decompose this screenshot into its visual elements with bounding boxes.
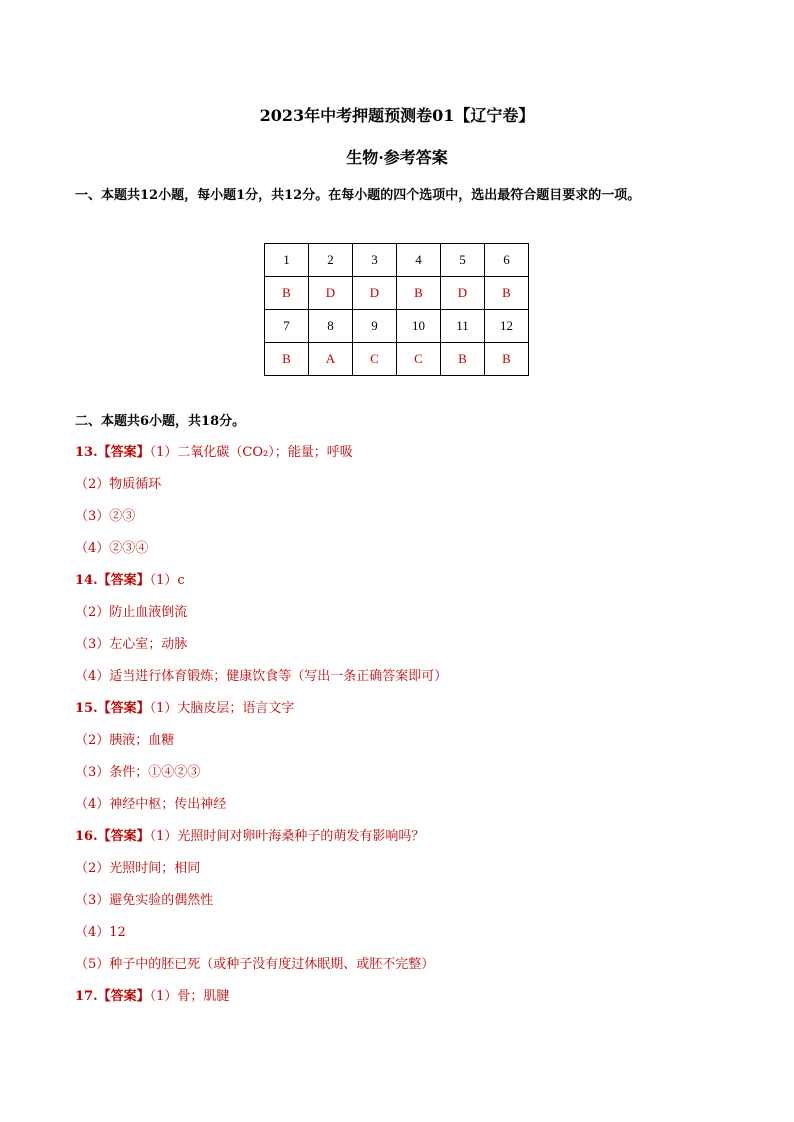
- answer-cell: A: [309, 343, 353, 376]
- answer-line: [75, 442, 735, 474]
- question-number-cell: 3: [353, 244, 397, 277]
- answer-line: [75, 570, 735, 602]
- answer-text: （2）胰液；血糖: [75, 733, 175, 748]
- answer-line: [75, 506, 735, 538]
- answer-cell: C: [353, 343, 397, 376]
- multiple-choice-answer-table: [264, 243, 529, 376]
- answer-line: [75, 474, 735, 506]
- question-number-row: [265, 244, 529, 277]
- answer-cell: B: [397, 277, 441, 310]
- question-number: 17.: [75, 989, 98, 1004]
- answer-line: [75, 922, 735, 954]
- answer-text: （2）光照时间；相同: [75, 861, 201, 876]
- answer-row: [265, 277, 529, 310]
- question-number-cell: 8: [309, 310, 353, 343]
- answer-text: （1）大脑皮层；语言文字: [149, 701, 295, 716]
- answer-line: [75, 666, 735, 698]
- question-number-cell: 2: [309, 244, 353, 277]
- answer-text: （5）种子中的胚已死（或种子没有度过休眠期、或胚不完整）: [75, 957, 435, 972]
- answer-cell: D: [441, 277, 485, 310]
- answer-text: （4）适当进行体育锻炼；健康饮食等（写出一条正确答案即可）: [75, 669, 448, 684]
- page-title: 2023年中考押题预测卷01【辽宁卷】: [259, 106, 535, 125]
- answer-text: （4）神经中枢；传出神经: [75, 797, 227, 812]
- question-number-cell: 10: [397, 310, 441, 343]
- question-number-cell: 1: [265, 244, 309, 277]
- answer-line: [75, 730, 735, 762]
- answer-line: [75, 986, 735, 1018]
- answer-text: （4）12: [75, 925, 126, 940]
- answer-text: （2）防止血液倒流: [75, 605, 188, 620]
- answer-tag: 【答案】: [97, 445, 150, 460]
- answer-tag: 【答案】: [97, 989, 150, 1004]
- question-number: 14.: [75, 573, 98, 588]
- answer-text: （2）物质循环: [75, 477, 162, 492]
- answer-cell: D: [353, 277, 397, 310]
- section-two-heading: 二、本题共6小题，共18分。: [75, 414, 246, 429]
- answer-line: [75, 794, 735, 826]
- answer-text: （3）②③: [75, 509, 136, 524]
- question-number: 15.: [75, 701, 98, 716]
- question-number: 16.: [75, 829, 98, 844]
- short-answer-list: [75, 442, 735, 1018]
- question-number-cell: 11: [441, 310, 485, 343]
- question-number-cell: 9: [353, 310, 397, 343]
- answer-text: （3）避免实验的偶然性: [75, 893, 214, 908]
- answer-line: [75, 698, 735, 730]
- answer-line: [75, 538, 735, 570]
- answer-text: （4）②③④: [75, 541, 149, 556]
- answer-text: （1）二氧化碳（CO₂）；能量；呼吸: [149, 445, 353, 460]
- question-number-row: [265, 310, 529, 343]
- answer-line: [75, 858, 735, 890]
- answer-line: [75, 762, 735, 794]
- question-number: 13.: [75, 445, 98, 460]
- answer-tag: 【答案】: [97, 701, 150, 716]
- answer-line: [75, 826, 735, 858]
- question-number-cell: 5: [441, 244, 485, 277]
- answer-tag: 【答案】: [97, 573, 150, 588]
- answer-row: [265, 343, 529, 376]
- question-number-cell: 4: [397, 244, 441, 277]
- answer-line: [75, 602, 735, 634]
- answer-line: [75, 954, 735, 986]
- answer-cell: B: [485, 343, 529, 376]
- answer-line: [75, 634, 735, 666]
- answer-cell: B: [441, 343, 485, 376]
- answer-text: （1）c: [149, 573, 185, 588]
- answer-cell: D: [309, 277, 353, 310]
- page-subtitle: 生物·参考答案: [346, 148, 448, 167]
- answer-line: [75, 890, 735, 922]
- answer-cell: B: [265, 277, 309, 310]
- question-number-cell: 6: [485, 244, 529, 277]
- section-one-heading: 一、本题共12小题，每小题1分，共12分。在每小题的四个选项中，选出最符合题目要求的一项。: [75, 188, 641, 203]
- question-number-cell: 7: [265, 310, 309, 343]
- answer-text: （1）光照时间对卵叶海桑种子的萌发有影响吗？: [149, 829, 425, 844]
- answer-cell: C: [397, 343, 441, 376]
- answer-text: （3）条件；①④②③: [75, 765, 201, 780]
- answer-cell: B: [265, 343, 309, 376]
- answer-text: （1）骨；肌腱: [149, 989, 230, 1004]
- answer-tag: 【答案】: [97, 829, 150, 844]
- answer-cell: B: [485, 277, 529, 310]
- question-number-cell: 12: [485, 310, 529, 343]
- answer-text: （3）左心室；动脉: [75, 637, 188, 652]
